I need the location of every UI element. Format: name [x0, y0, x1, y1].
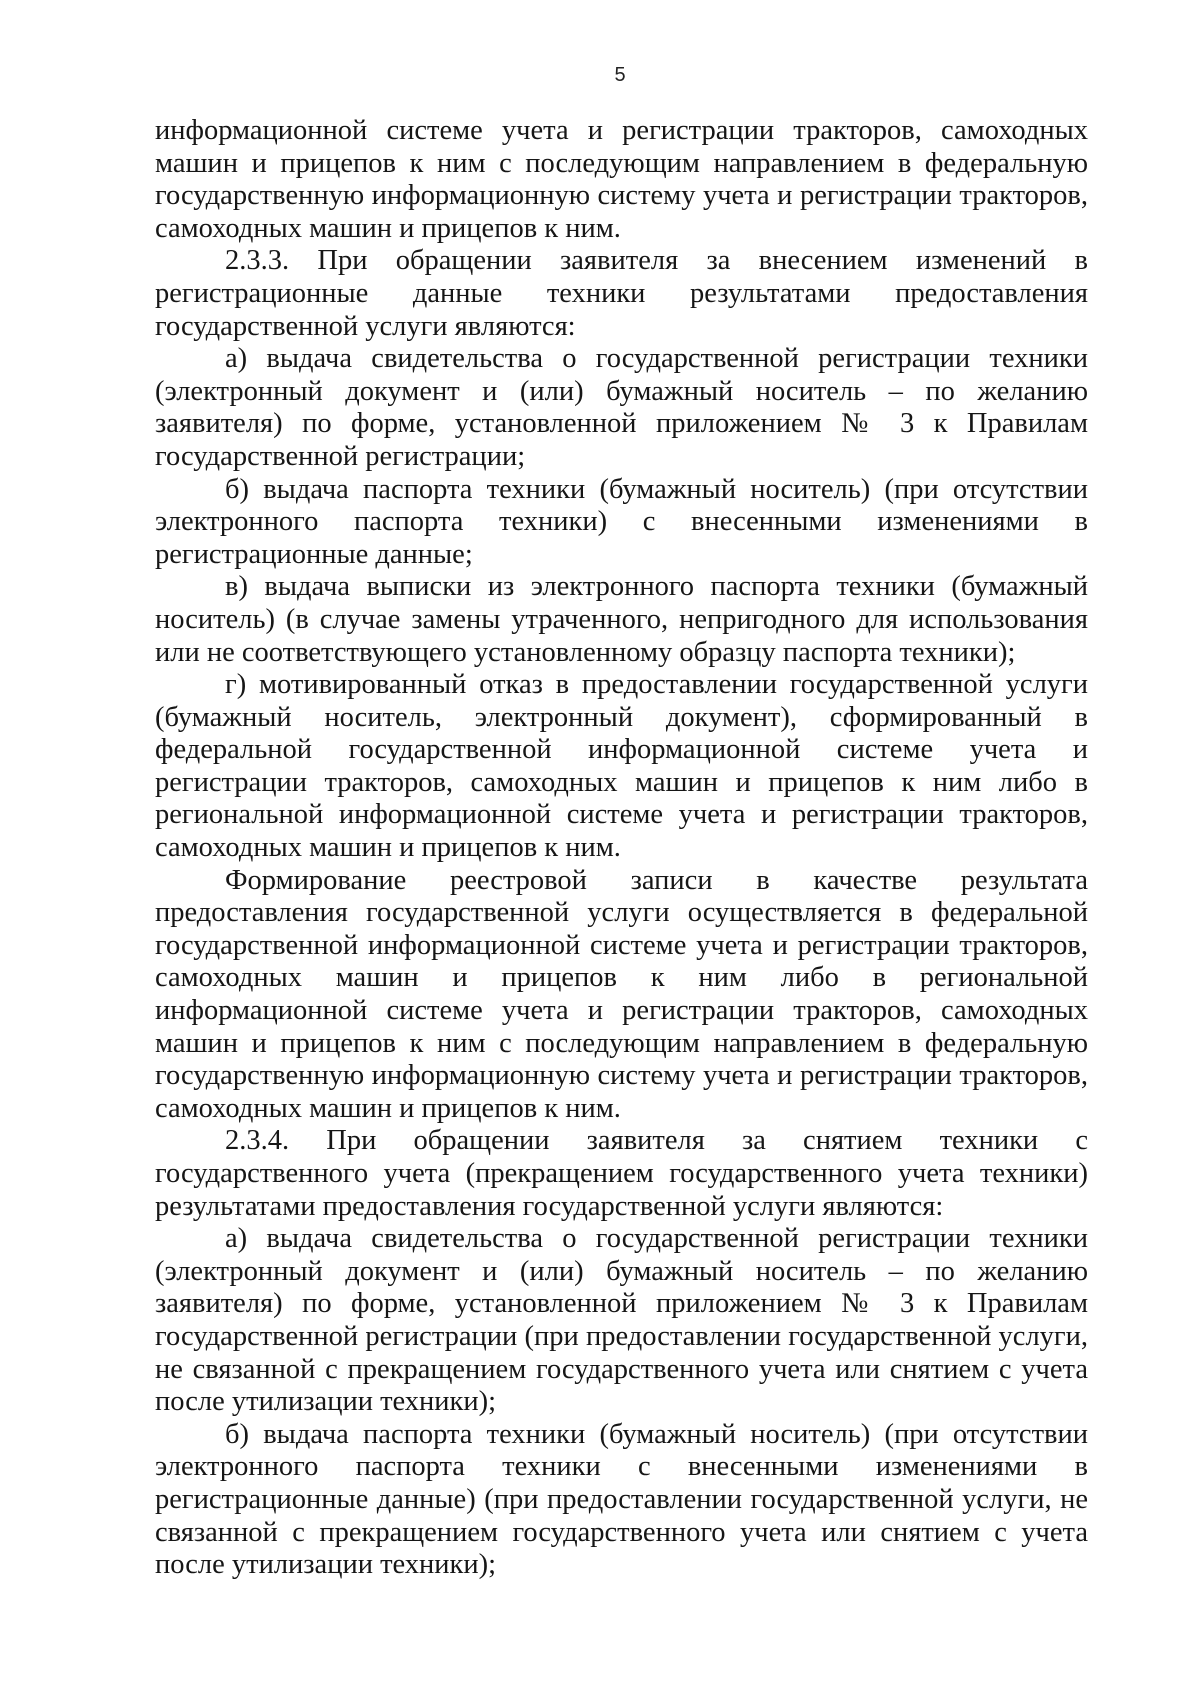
paragraph-registry-record: Формирование реестровой записи в качестве результата предоставления государственной услуги осуществляется в федеральной государственной информационной системе учета и регистрации тракторов, самоходных машин и прицепов к ним либо в региональной информационной системе учета и регистрации тракторов, самоходных машин и прицепов к ним с последующим направлением в федеральную государственную информационную систему учета и регистрации тракторов, самоходных машин и прицепов к ним.	[155, 864, 1088, 1124]
paragraph-2-3-4-b: б) выдача паспорта техники (бумажный носитель) (при отсутствии электронного паспорта техники с внесенными изменениями в регистрационные данные) (при предоставлении государственной услуги, не связанной с прекращением государственного учета или снятием с учета после утилизации техники);	[155, 1418, 1088, 1581]
page-number: 5	[614, 64, 626, 86]
paragraph-2-3-3-v: в) выдача выписки из электронного паспорта техники (бумажный носитель) (в случае замены утраченного, непригодного для использования или не соответствующего установленному образцу паспорта техники);	[155, 571, 1088, 668]
paragraph-2-3-3-a: а) выдача свидетельства о государственной регистрации техники (электронный документ и (или) бумажный носитель – по желанию заявителя) по форме, установленной приложением № 3 к Правилам государственной регистрации;	[155, 343, 1088, 472]
paragraph-2-3-3-b: б) выдача паспорта техники (бумажный носитель) (при отсутствии электронного паспорта техники) с внесенными изменениями в регистрационные данные;	[155, 473, 1088, 570]
paragraph-2-3-4-a: а) выдача свидетельства о государственной регистрации техники (электронный документ и (или) бумажный носитель – по желанию заявителя) по форме, установленной приложением № 3 к Правилам государственной регистрации (при предоставлении государственной услуги, не связанной с прекращением государственного учета или снятием с учета после утилизации техники);	[155, 1223, 1088, 1418]
paragraph-2-3-3: 2.3.3. При обращении заявителя за внесением изменений в регистрационные данные техники результатами предоставления государственной услуги являются:	[155, 245, 1088, 342]
paragraph-continuation: информационной системе учета и регистрации тракторов, самоходных машин и прицепов к ним с последующим направлением в федеральную государственную информационную систему учета и регистрации тракторов, самоходных машин и прицепов к ним.	[155, 115, 1088, 244]
paragraph-2-3-3-g: г) мотивированный отказ в предоставлении государственной услуги (бумажный носитель, электронный документ), сформированный в федеральной государственной информационной системе учета и регистрации тракторов, самоходных машин и прицепов к ним либо в региональной информационной системе учета и регистрации тракторов, самоходных машин и прицепов к ним.	[155, 669, 1088, 864]
paragraph-2-3-4: 2.3.4. При обращении заявителя за снятием техники с государственного учета (прекращением государственного учета техники) результатами предоставления государственной услуги являются:	[155, 1125, 1088, 1222]
document-body	[155, 115, 1088, 1582]
